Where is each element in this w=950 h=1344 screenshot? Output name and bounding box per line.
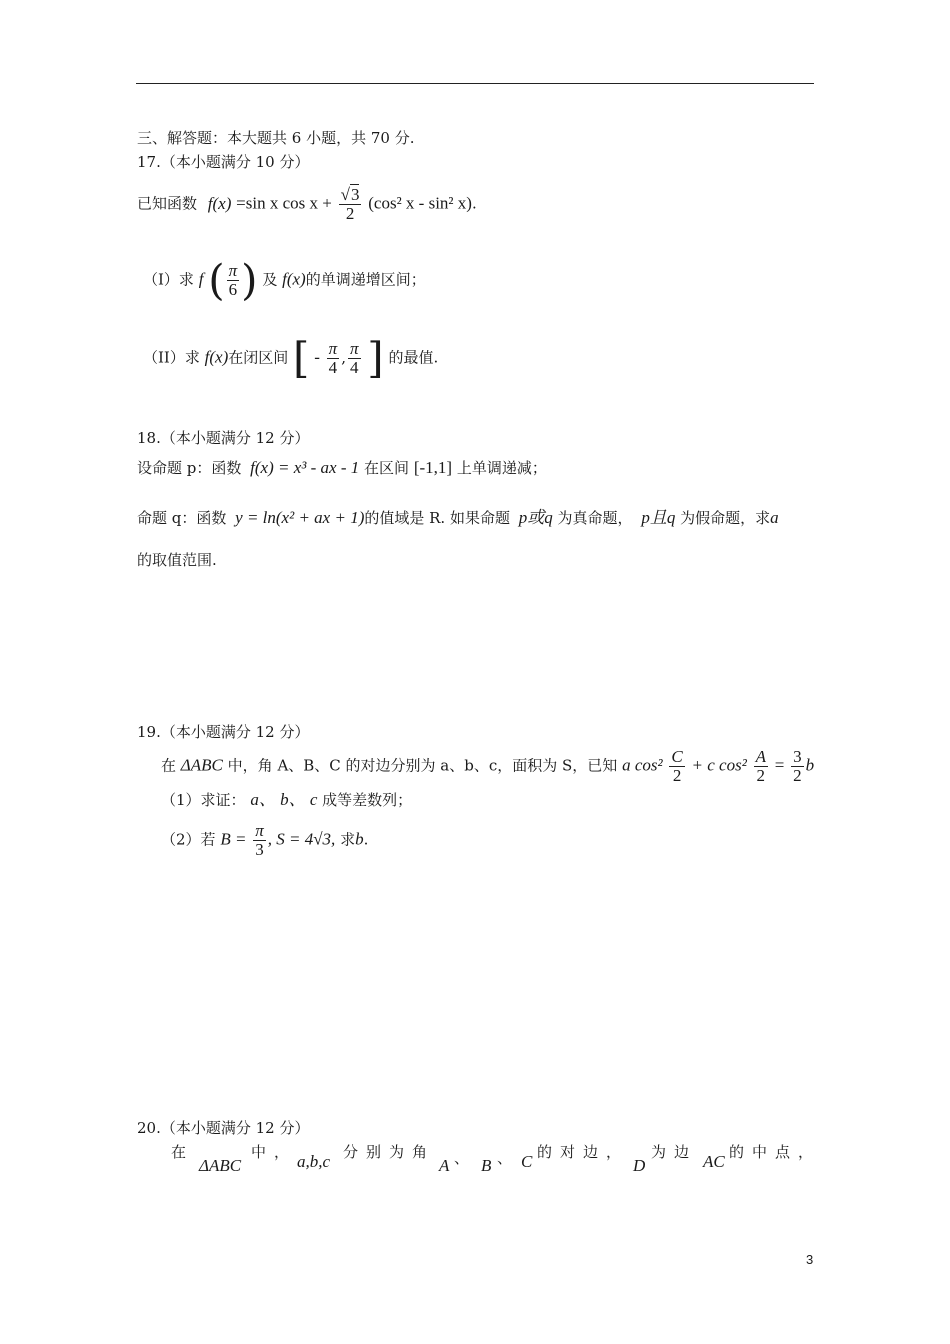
q20-heading: 20.（本小题满分 12 分） [137,1119,310,1137]
q18-p-and-q: p且q [641,508,676,527]
q19-pi-over-3: $\frac{\pi}{3}$ [255,821,264,859]
q19-triangle: ΔABC [180,755,223,775]
q17-part2-label: （II）求 [143,348,200,367]
q19-part2: （2）若 B = $\frac{\pi}{3}$ , S = 4√3, 求b. [161,821,369,859]
q17-definition: 已知函数 f(x) =sin x cos x + $\frac{√3}{2}$ (cos² x - sin² x). [137,185,477,223]
q19-C-over-2: $\frac{C}{2}$ [671,747,683,785]
q19-heading: 19.（本小题满分 12 分） [137,723,310,741]
q20-vars: a,b,c [297,1152,331,1171]
q18-p-interval: [-1,1] [413,458,453,477]
section-header: 三、解答题：本大题共 6 小题，共 70 分. [137,129,415,147]
q18-p-function: f(x) = x³ - ax - 1 [250,458,360,477]
q17-part1-label: （I）求 [143,270,194,289]
q17-eq-a: =sin x cos x + [236,193,332,213]
q18-heading: 18.（本小题满分 12 分） [137,429,310,447]
q17-pi-over-4: $\frac{\pi}{4}$ [349,339,359,377]
q18-proposition-p: 设命题 p：函数 f(x) = x³ - ax - 1 在区间 [-1,1] 上单调递减； [137,458,547,477]
q19-A-over-2: $\frac{A}{2}$ [755,747,766,785]
q17-intro: 已知函数 [137,194,198,213]
q17-neg-pi-over-4: $\frac{\pi}{4}$ [328,339,338,377]
q17-part2-tail: 的最值. [388,348,439,367]
q19-3-over-2: $\frac{3}{2}$ [793,747,802,785]
q20-statement: 在 ΔABC 中， a,b,c 分别为角 A 、 B 、 C 的对边， D 为边 AC 的中点， [171,1143,822,1175]
q17-part2: （II）求 f(x)在闭区间 [ - $\frac{\pi}{4}$ , $\frac{\pi}{4}$ ] 的最值. [143,333,439,383]
q17-fx: f(x) [207,193,232,213]
header-rule [136,83,814,84]
q18-tail: 的取值范围. [137,551,217,569]
q17-sqrt3-over-2: $\frac{√3}{2}$ [340,185,360,223]
q19-part1: （1）求证： a、 b、 c 成等差数列； [161,790,413,809]
page-number: 3 [806,1252,814,1267]
q19-statement: 在 ΔABC 中，角 A、B、C 的对边分别为 a、b、c，面积为 S，已知 a cos² $\frac{C}{2}$ + c cos² $\frac{A}{2}$ = $\frac{3}{2}$ b [161,747,815,785]
q17-eq-b: (cos² x - sin² x) [368,193,472,213]
q17-part1-tail: 的单调递增区间； [305,270,426,289]
q17-pi-over-6: $\frac{\pi}{6}$ [228,261,238,299]
q18-proposition-q: 命题 q：函数 y = ln(x² + ax + 1)的值域是 R. 如果命题 p或q 为真命题， p且q 为假命题，求a [137,508,779,527]
q18-q-function: y = ln(x² + ax + 1) [235,508,365,527]
q18-p-or-q: p或q [518,508,553,527]
q17-heading: 17.（本小题满分 10 分） [137,153,310,171]
q20-triangle: ΔABC [199,1156,242,1175]
q17-part1: （I）求 f ( $\frac{\pi}{6}$ ) 及 f(x)的单调递增区间； [143,255,426,305]
